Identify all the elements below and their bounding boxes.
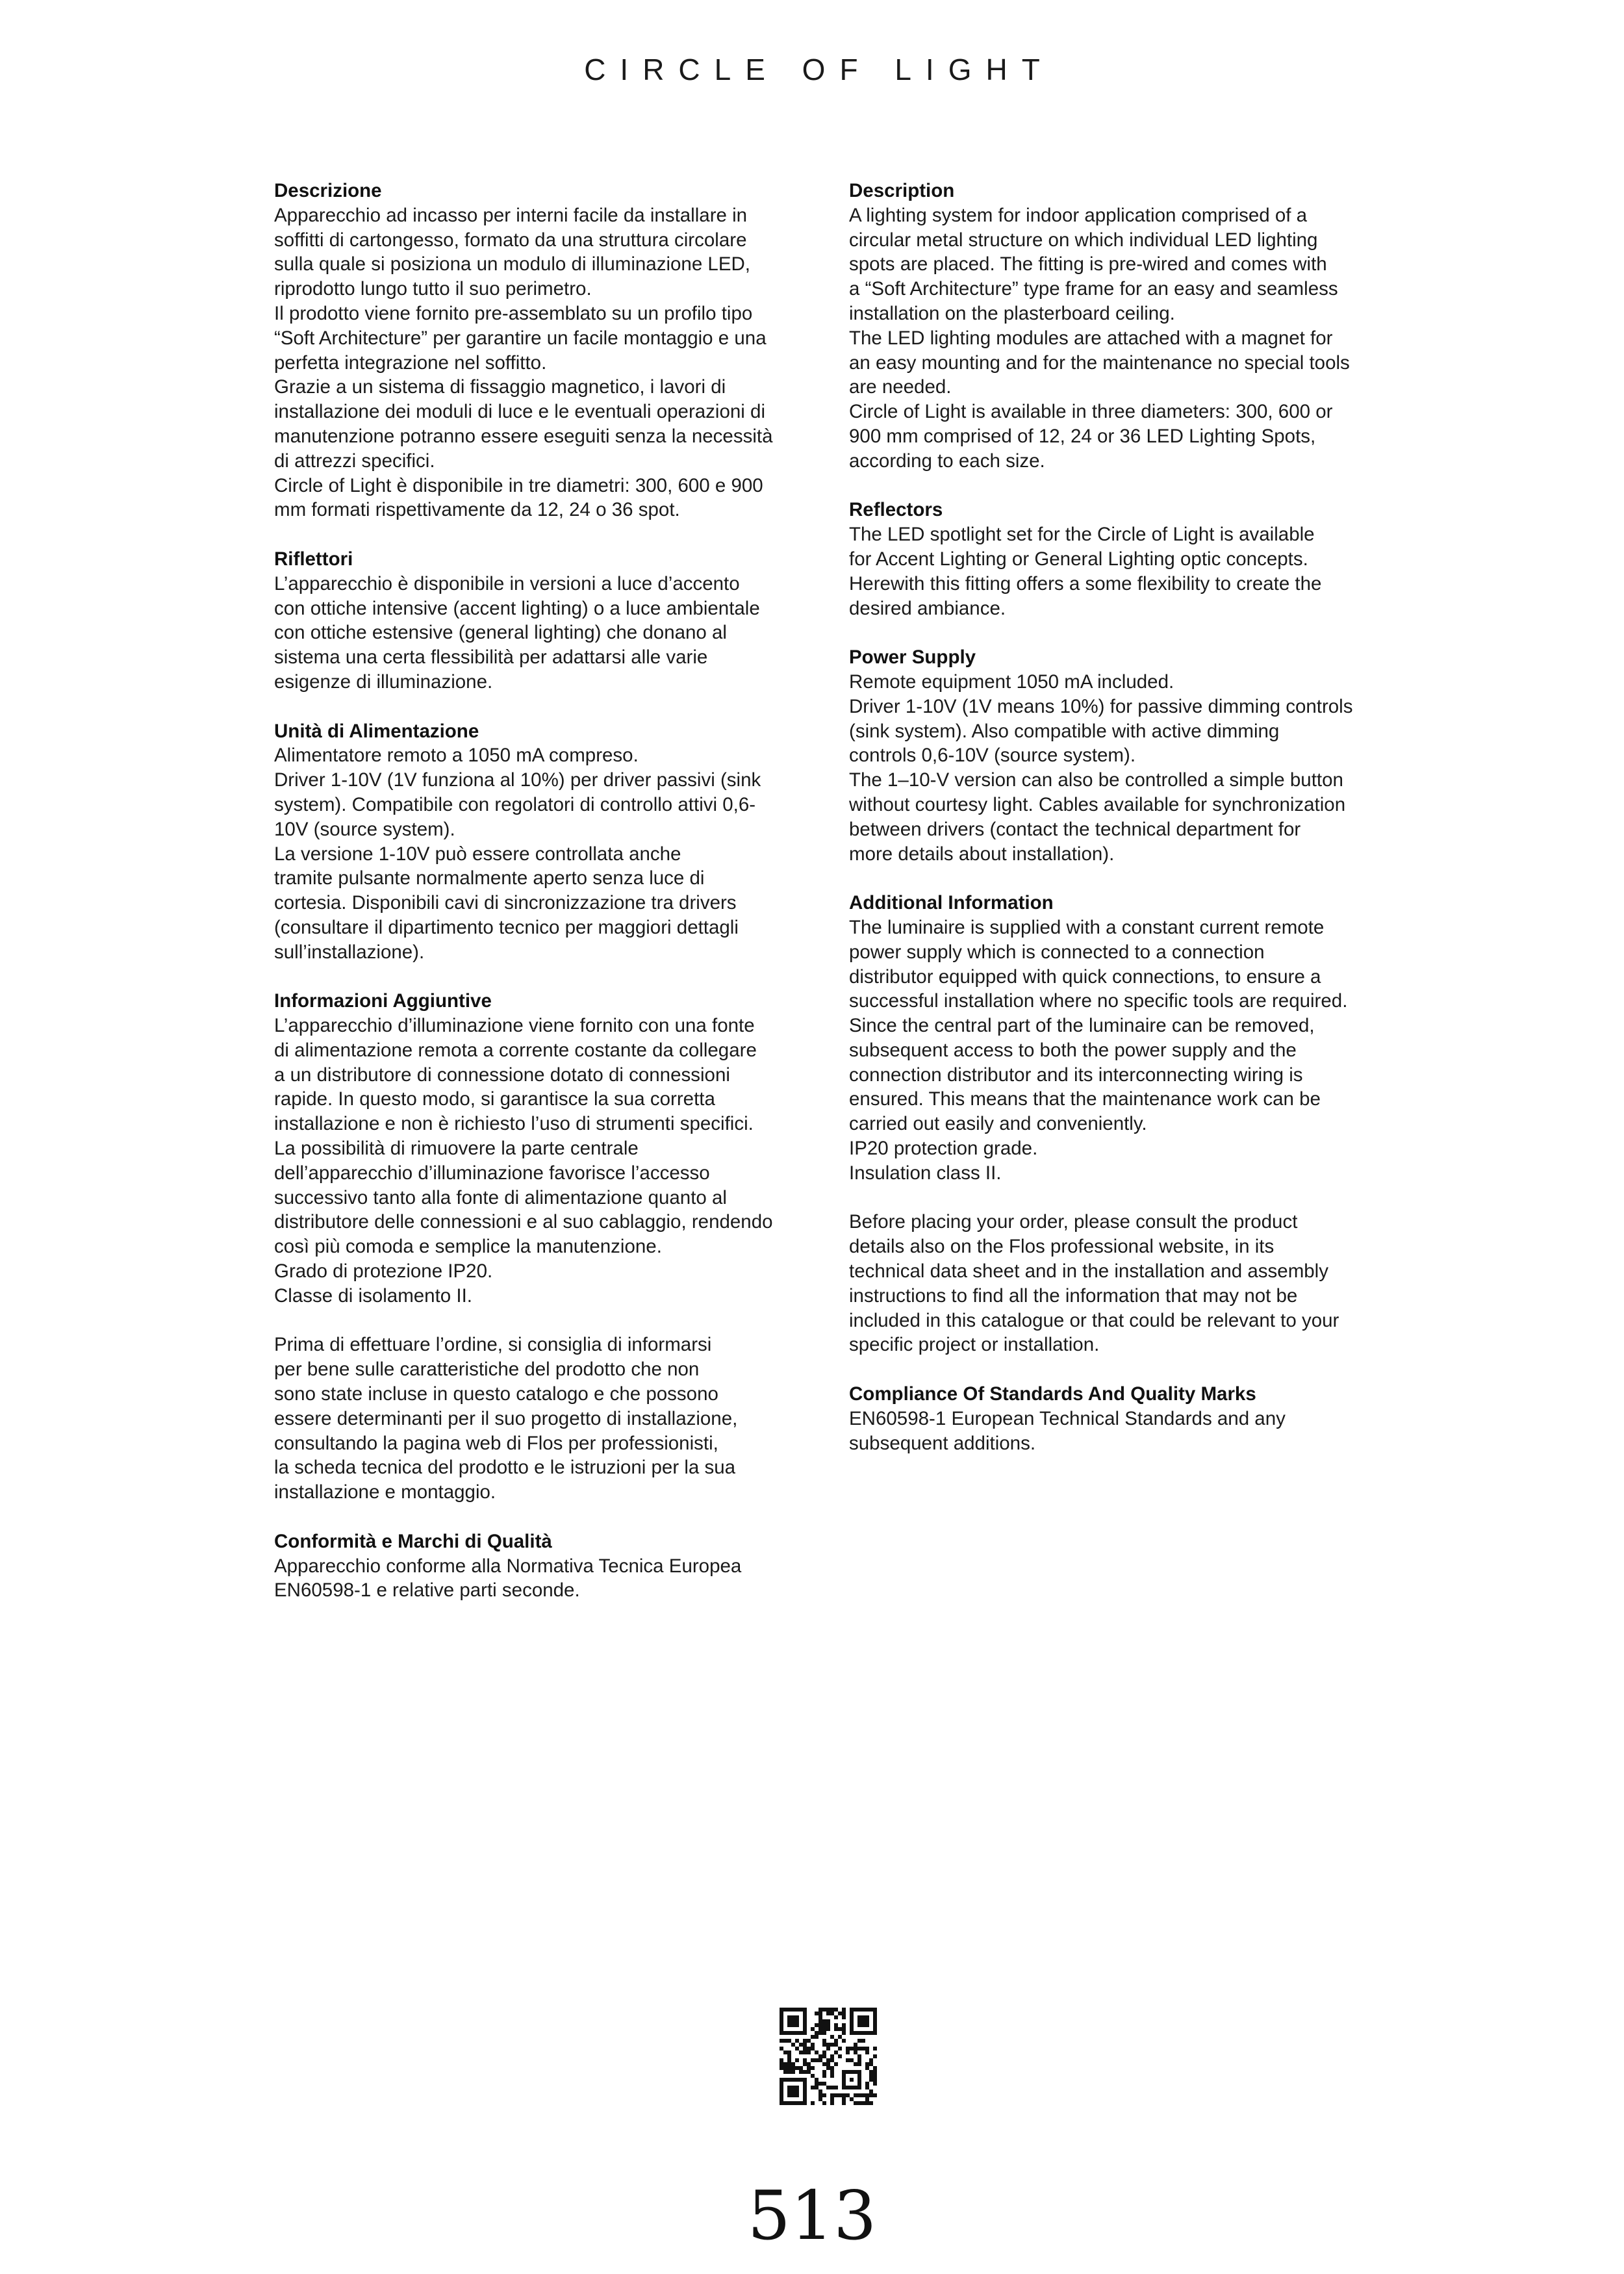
section-description xyxy=(849,179,1388,474)
section-heading: Unità di Alimentazione xyxy=(274,720,479,742)
section-reflectors xyxy=(849,498,1388,620)
section-heading: Reflectors xyxy=(849,499,943,521)
section-compliance xyxy=(849,1382,1388,1455)
section-power-supply xyxy=(849,645,1388,866)
section-heading: Power Supply xyxy=(849,646,976,669)
italian-column xyxy=(274,179,807,1628)
section-body: The luminaire is supplied with a constant current remote power supply which is connected to a connection distributor equipped with quick connections, to ensure a successful installation where no specific tools are required. Since the central part of the luminaire can be removed, subsequent access to both the power supply and the connection distributor and its interconnecting wiring is ensured. This means that the maintenance work can be carried out easily and conveniently. IP20 protection grade. Insulation class II. xyxy=(849,916,1348,1184)
section-heading: Descrizione xyxy=(274,180,382,201)
section-heading: Compliance Of Standards And Quality Marks xyxy=(849,1383,1256,1405)
section-body: Before placing your order, please consult the product details also on the Flos professional website, in its technical data sheet and in the installation and assembly instructions to find all the information that may not be included in this catalogue or that could be relevant to your specific project or installation. xyxy=(849,1211,1339,1356)
section-body: L’apparecchio è disponibile in versioni a luce d’accento con ottiche intensive (accent lighting) o a luce ambientale con ottiche estensive (general lighting) che donano al sistema una certa flessibilità per adattarsi alle varie esigenze di illuminazione. xyxy=(274,572,760,693)
section-heading: Additional Information xyxy=(849,892,1054,914)
section-body: Apparecchio ad incasso per interni facile da installare in soffitti di cartongesso, formato da una struttura circolare sulla quale si posiziona un modulo di illuminazione LED, riprodotto lungo tutto il suo perimetro. Il prodotto viene fornito pre-assemblato su un profilo tipo “Soft Architecture” per garantire un facile montaggio e una perfetta integrazione nel soffitto. Grazie a un sistema di fissaggio magnetico, i lavori di installazione dei moduli di luce e le eventuali operazioni di manutenzione potranno essere eseguiti senza la necessità di attrezzi specifici. Circle of Light è disponibile in tre diametri: 300, 600 e 900 mm formati rispettivamente da 12, 24 o 36 spot. xyxy=(274,204,773,521)
section-descrizione xyxy=(274,179,807,522)
section-unita-alimentazione xyxy=(274,719,807,965)
section-body: Prima di effettuare l’ordine, si consiglia di informarsi per bene sulle caratteristiche del prodotto che non sono state incluse in questo catalogo e che possono essere determinanti per il suo progetto di installazione, consultando la pagina web di Flos per professionisti, la scheda tecnica del prodotto e le istruzioni per la sua installazione e montaggio. xyxy=(274,1334,738,1503)
section-body: Apparecchio conforme alla Normativa Tecnica Europea EN60598-1 e relative parti seconde. xyxy=(274,1555,742,1602)
section-heading: Informazioni Aggiuntive xyxy=(274,990,492,1012)
section-body: L’apparecchio d’illuminazione viene fornito con una fonte di alimentazione remota a corrente costante da collegare a un distributore di connessione dotato di connessioni rapide. In questo modo, si garantisce la sua corretta installazione e non è richiesto l’uso di strumenti specifici. La possibilità di rimuovere la parte centrale dell’apparecchio d’illuminazione favorisce l’accesso successivo tanto alla fonte di alimentazione quanto al distributore delle connessioni e al suo cablaggio, rendendo così più comoda e semplice la manutenzione. Grado di protezione IP20. Classe di isolamento II. xyxy=(274,1015,773,1307)
qr-code-icon[interactable] xyxy=(780,2008,877,2105)
section-order-note xyxy=(849,1210,1388,1357)
section-heading: Conformità e Marchi di Qualità xyxy=(274,1530,552,1552)
section-heading: Description xyxy=(849,180,955,201)
section-body: The LED spotlight set for the Circle of Light is available for Accent Lighting or General Lighting optic concepts. Herewith this fitting offers a some flexibility to create the desired ambiance. xyxy=(849,524,1322,619)
page-number: 513 xyxy=(747,2176,877,2255)
section-body: EN60598-1 European Technical Standards and any subsequent additions. xyxy=(849,1407,1286,1454)
section-additional-information xyxy=(849,891,1388,1186)
section-body: Alimentatore remoto a 1050 mA compreso. Driver 1-10V (1V funziona al 10%) per driver passivi (sink system). Compatibile con regolatori di controllo attivi 0,6- 10V (source system). La versione 1-10V può essere controllata anche tramite pulsante normalmente aperto senza luce di cortesia. Disponibili cavi di sincronizzazione tra drivers (consultare il dipartimento tecnico per maggiori dettagli sull’installazione). xyxy=(274,745,761,963)
section-body: Remote equipment 1050 mA included. Driver 1-10V (1V means 10%) for passive dimming controls (sink system). Also compatible with active dimming controls 0,6-10V (source system). The 1–10-V version can also be controlled a simple button without courtesy light. Cables available for synchronization between drivers (contact the technical department for more details about installation). xyxy=(849,671,1353,865)
english-column xyxy=(849,179,1388,1480)
section-riflettori xyxy=(274,547,807,695)
section-informazioni-aggiuntive xyxy=(274,989,807,1308)
section-heading: Riflettori xyxy=(274,548,353,570)
page-title: CIRCLE OF LIGHT xyxy=(584,53,1054,86)
section-ordine-note xyxy=(274,1333,807,1505)
section-conformita xyxy=(274,1529,807,1603)
section-body: A lighting system for indoor application comprised of a circular metal structure on which individual LED lighting spots are placed. The fitting is pre-wired and comes with a “Soft Architecture” type frame for an easy and seamless installation on the plasterboard ceiling. The LED lighting modules are attached with a magnet for an easy mounting and for the maintenance no special tools are needed. Circle of Light is available in three diameters: 300, 600 or 900 mm comprised of 12, 24 or 36 LED Lighting Spots, according to each size. xyxy=(849,204,1350,472)
